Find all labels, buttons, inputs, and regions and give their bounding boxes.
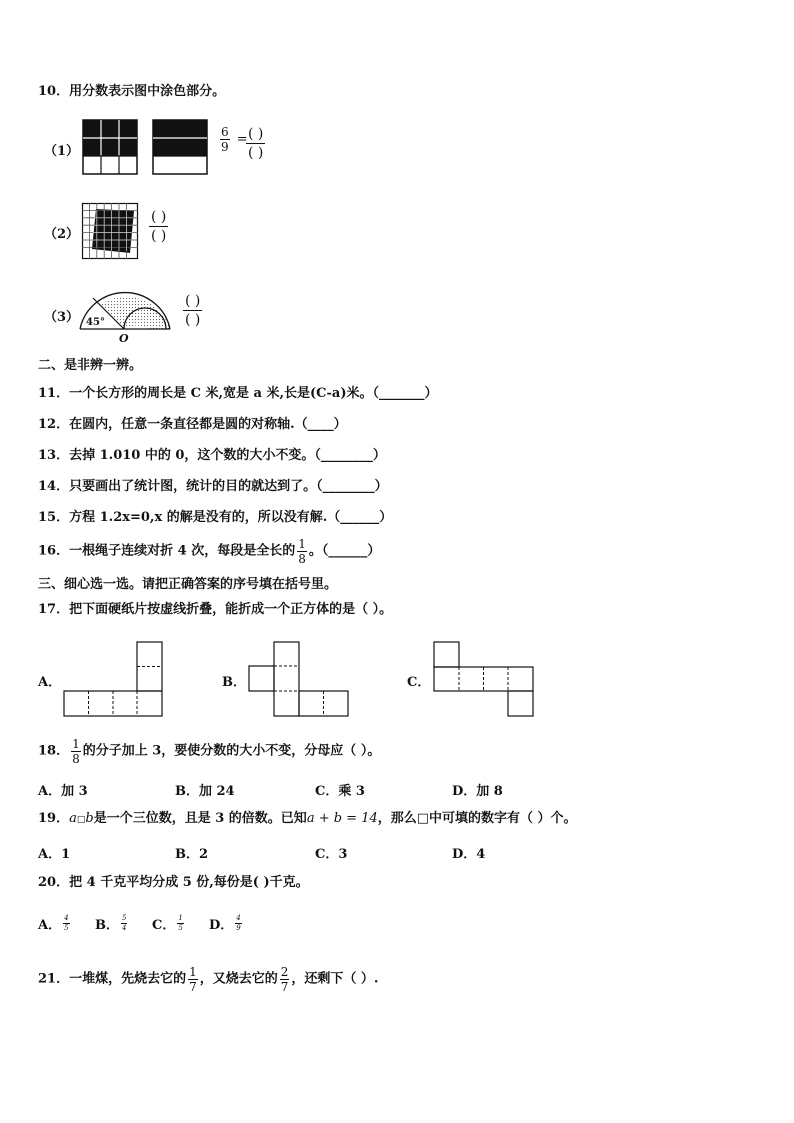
q19-pre: 19． — [38, 811, 70, 826]
q20-option-b-label: B． — [95, 918, 119, 933]
answer-blank-3-den: ( ) — [185, 312, 201, 328]
q19-option-a[interactable]: A．1 — [38, 847, 71, 862]
q10-eq-fraction — [220, 126, 230, 153]
q21-num-2: 2 — [280, 965, 289, 979]
q18-num: 1 — [72, 737, 80, 751]
q20-option-a-fraction — [63, 915, 69, 932]
section-2-heading: 二、是非辨一辨。 — [38, 358, 143, 373]
q19-option-d[interactable]: D．4 — [452, 847, 486, 862]
q20-c-den: 5 — [178, 924, 183, 932]
q20-option-c-fraction — [177, 915, 183, 932]
q21-mid: ，又烧去它的 — [199, 971, 278, 987]
q18-option-b[interactable]: B．加 24 — [175, 784, 235, 799]
answer-blank-3[interactable] — [183, 294, 202, 327]
cube-net-a — [63, 641, 165, 719]
q19-var-b: b — [85, 811, 94, 826]
q20-c-num: 1 — [178, 914, 183, 922]
q18-post: 的分子加上 3，要使分数的大小不变，分母应（ ）。 — [82, 743, 381, 759]
q17-option-c-label[interactable]: C． — [407, 675, 431, 690]
q21-num-1: 1 — [189, 965, 197, 979]
q19-equation: a + b = 14 — [306, 811, 378, 826]
answer-blank-3-num: ( ) — [185, 293, 201, 309]
q21-text — [38, 966, 378, 993]
answer-blank-1-num: ( ) — [248, 126, 264, 142]
section-3-heading: 三、细心选一选。请把正确答案的序号填在括号里。 — [38, 577, 338, 592]
q13-text: 13．去掉 1.010 中的 0，这个数的大小不变。（________） — [38, 448, 386, 463]
q20-option-c[interactable] — [152, 914, 186, 933]
q19-option-b[interactable]: B．2 — [175, 847, 209, 862]
q20-option-c-label: C． — [152, 918, 176, 933]
cube-net-b — [248, 641, 350, 719]
q20-option-d-fraction — [235, 915, 241, 932]
q16-num: 1 — [298, 537, 306, 551]
q10-title: 10．用分数表示图中涂色部分。 — [38, 84, 226, 99]
q17-option-b-label[interactable]: B． — [222, 675, 246, 690]
q19-box: □ — [76, 815, 86, 825]
cube-net-c — [433, 641, 535, 719]
q21-den-1: 7 — [189, 980, 197, 994]
q16-text — [38, 538, 380, 565]
q15-text: 15．方程 1.2x=0,x 的解是没有的，所以没有解.（______） — [38, 510, 393, 525]
angle-label: 45° — [86, 317, 105, 328]
grid-figure-1a — [82, 119, 138, 175]
center-label: O — [119, 332, 129, 345]
q21-den-2: 7 — [280, 980, 289, 994]
q10-eq-den: 9 — [221, 140, 229, 154]
q20-a-num: 4 — [64, 914, 69, 922]
q20-b-num: 5 — [122, 914, 127, 922]
q21-post: ，还剩下（ ）. — [291, 971, 379, 987]
q20-d-num: 4 — [236, 914, 241, 922]
q20-option-a-label: A． — [38, 918, 62, 933]
q10-part1-label: （1） — [44, 144, 80, 159]
q21-fraction-2 — [280, 966, 290, 993]
q20-option-b[interactable] — [95, 914, 129, 933]
q18-pre: 18． — [38, 743, 70, 759]
q10-part2-label: （2） — [44, 227, 80, 242]
q18-fraction — [71, 738, 81, 765]
q18-den: 8 — [72, 752, 80, 766]
q10-equation — [218, 126, 248, 153]
semicircle-figure — [80, 285, 180, 345]
q10-part3-label: （3） — [44, 310, 80, 325]
q17-option-a-label[interactable]: A． — [38, 675, 62, 690]
q19-mid: 是一个三位数，且是 3 的倍数。已知 — [93, 811, 307, 826]
q19-option-c[interactable]: C．3 — [315, 847, 348, 862]
q21-fraction-1 — [188, 966, 198, 993]
grid-figure-1b — [152, 119, 208, 175]
q11-text: 11．一个长方形的周长是 C 米,宽是 a 米,长是(C-a)米。（_______） — [38, 386, 438, 401]
q19-post: ，那么□中可填的数字有（ ）个。 — [377, 811, 577, 826]
q16-pre: 16．一根绳子连续对折 4 次，每段是全长的 — [38, 543, 296, 559]
q20-option-a[interactable] — [38, 914, 72, 933]
q19-text — [38, 810, 577, 829]
q20-option-d[interactable] — [209, 914, 244, 933]
grid-figure-2 — [82, 203, 138, 259]
q18-text — [38, 738, 380, 765]
q19-var-a: a — [69, 811, 77, 826]
answer-blank-2-den: ( ) — [151, 228, 167, 244]
q20-a-den: 5 — [64, 924, 69, 932]
q10-eq-sign: = — [236, 132, 248, 147]
q18-option-c[interactable]: C．乘 3 — [315, 784, 365, 799]
q16-post: 。（______） — [308, 543, 381, 559]
q16-fraction — [297, 538, 307, 565]
q12-text: 12．在圆内，任意一条直径都是圆的对称轴.（____） — [38, 417, 347, 432]
answer-blank-1-den: ( ) — [248, 145, 264, 161]
q20-option-d-label: D． — [209, 918, 234, 933]
q17-text: 17．把下面硬纸片按虚线折叠，能折成一个正方体的是（ ）。 — [38, 602, 393, 617]
q14-text: 14．只要画出了统计图，统计的目的就达到了。（________） — [38, 479, 388, 494]
q18-option-d[interactable]: D．加 8 — [452, 784, 503, 799]
answer-blank-2[interactable] — [149, 210, 168, 243]
q10-eq-num: 6 — [221, 125, 229, 139]
q20-b-den: 4 — [122, 924, 127, 932]
q20-option-b-fraction — [121, 915, 127, 932]
q20-d-den: 9 — [236, 924, 241, 932]
q20-text: 20．把 4 千克平均分成 5 份,每份是( )千克。 — [38, 875, 309, 890]
q18-option-a[interactable]: A．加 3 — [38, 784, 88, 799]
answer-blank-1[interactable] — [246, 127, 265, 160]
q21-pre: 21．一堆煤，先烧去它的 — [38, 971, 187, 987]
q16-den: 8 — [298, 552, 306, 566]
answer-blank-2-num: ( ) — [151, 209, 167, 225]
